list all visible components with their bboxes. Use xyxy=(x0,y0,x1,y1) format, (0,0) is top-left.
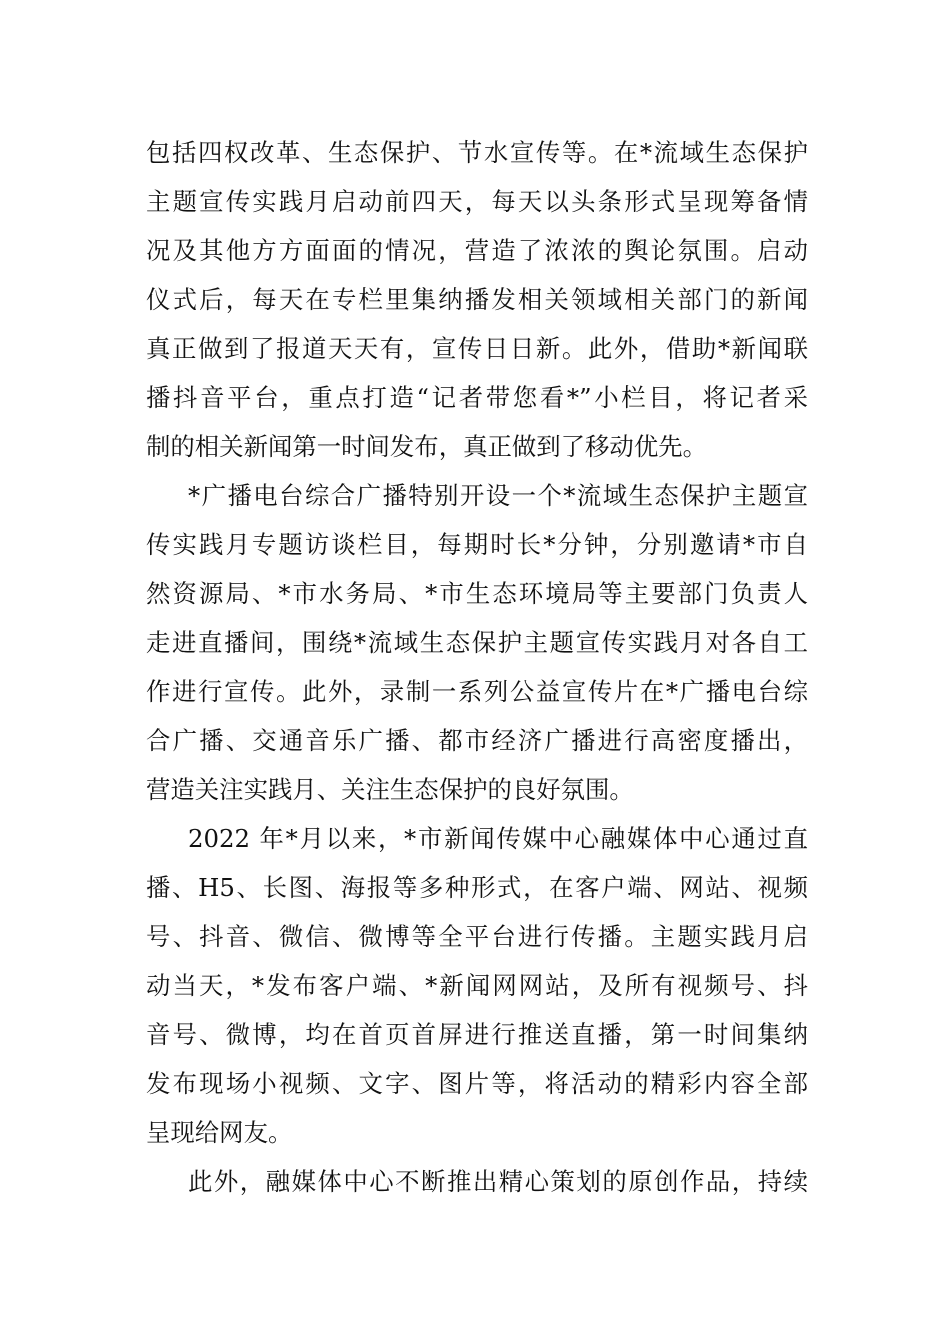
paragraph-3-line-4: 动当天，*发布客户端、*新闻网网站，及所有视频号、抖 xyxy=(146,971,808,1000)
document-body xyxy=(146,128,808,1206)
paragraph-2-line-1: *广播电台综合广播特别开设一个*流域生态保护主题宣 xyxy=(188,481,808,510)
paragraph-3-line-7: 呈现给网友。 xyxy=(146,1118,293,1147)
paragraph-1-line-6: 播抖音平台，重点打造“记者带您看*”小栏目，将记者采 xyxy=(146,383,808,412)
paragraph-3-line-5: 音号、微博，均在首页首屏进行推送直播，第一时间集纳 xyxy=(146,1020,808,1049)
paragraph-1-line-7: 制的相关新闻第一时间发布，真正做到了移动优先。 xyxy=(146,432,707,461)
paragraph-4-line-1: 此外，融媒体中心不断推出精心策划的原创作品，持续 xyxy=(188,1167,808,1196)
paragraph-3-line-3: 号、抖音、微信、微博等全平台进行传播。主题实践月启 xyxy=(146,922,808,951)
paragraph-1-line-4: 仪式后，每天在专栏里集纳播发相关领域相关部门的新闻 xyxy=(146,285,808,314)
paragraph-2-line-3: 然资源局、*市水务局、*市生态环境局等主要部门负责人 xyxy=(146,579,808,608)
paragraph-3-line-6: 发布现场小视频、文字、图片等，将活动的精彩内容全部 xyxy=(146,1069,808,1098)
paragraph-3-line-1: 2022 年*月以来，*市新闻传媒中心融媒体中心通过直 xyxy=(188,824,808,853)
paragraph-3-line-2: 播、H5、长图、海报等多种形式，在客户端、网站、视频 xyxy=(146,873,808,902)
paragraph-1-line-1: 包括四权改革、生态保护、节水宣传等。在*流域生态保护 xyxy=(146,138,808,167)
paragraph-2-line-6: 合广播、交通音乐广播、都市经济广播进行高密度播出， xyxy=(146,726,808,755)
paragraph-2-line-4: 走进直播间，围绕*流域生态保护主题宣传实践月对各自工 xyxy=(146,628,808,657)
paragraph-1-line-5: 真正做到了报道天天有，宣传日日新。此外，借助*新闻联 xyxy=(146,334,808,363)
paragraph-2-line-7: 营造关注实践月、关注生态保护的良好氛围。 xyxy=(146,775,634,804)
paragraph-2-line-5: 作进行宣传。此外，录制一系列公益宣传片在*广播电台综 xyxy=(146,677,808,706)
paragraph-1-line-2: 主题宣传实践月启动前四天，每天以头条形式呈现筹备情 xyxy=(146,187,808,216)
paragraph-1-line-3: 况及其他方方面面的情况，营造了浓浓的舆论氛围。启动 xyxy=(146,236,808,265)
paragraph-2-line-2: 传实践月专题访谈栏目，每期时长*分钟，分别邀请*市自 xyxy=(146,530,808,559)
